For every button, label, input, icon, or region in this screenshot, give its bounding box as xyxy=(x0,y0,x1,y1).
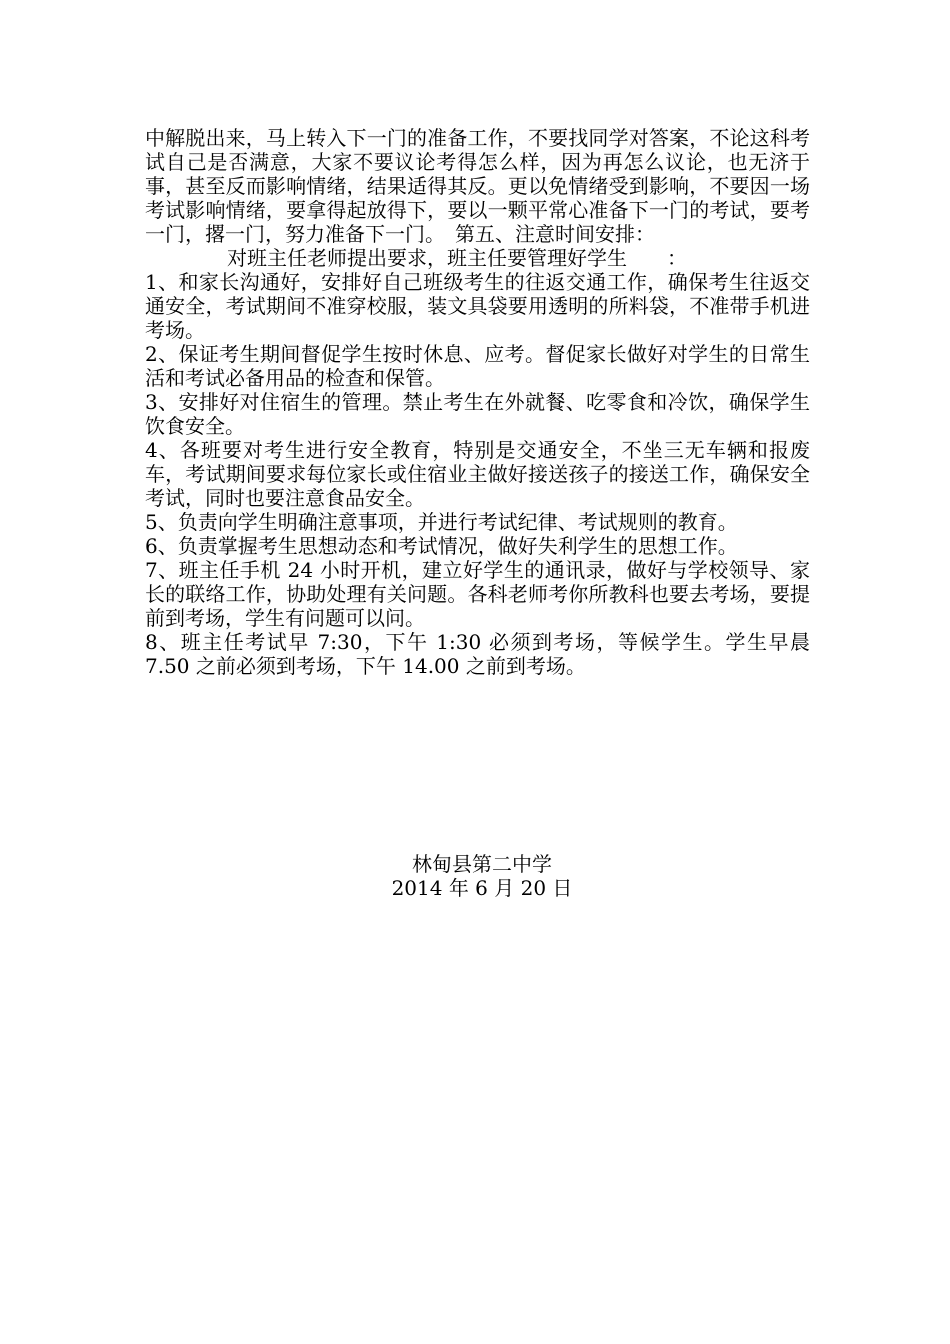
list-item-6: 6、负责掌握考生思想动态和考试情况，做好失利学生的思想工作。 xyxy=(145,534,738,558)
school-name: 林甸县第二中学 xyxy=(412,852,552,876)
list-item-2: 2、保证考生期间督促学生按时休息、应考。督促家长做好对学生的日常生活和考试必备用品的检查和保管。 xyxy=(145,342,810,390)
list-item-3: 3、安排好对住宿生的管理。禁止考生在外就餐、吃零食和冷饮，确保学生饮食安全。 xyxy=(145,390,810,438)
list-item-7: 7、班主任手机 24 小时开机，建立好学生的通讯录，做好与学校领导、家长的联络工作，协助处理有关问题。各科老师考你所教科也要去考场，要提前到考场，学生有问题可以问。 xyxy=(145,558,810,630)
list-item-1: 1、和家长沟通好，安排好自己班级考生的往返交通工作，确保考生往返交通安全，考试期间不准穿校服，装文具袋要用透明的所料袋，不准带手机进考场。 xyxy=(145,270,810,342)
document-date: 2014 年 6 月 20 日 xyxy=(391,876,573,900)
list-item-8: 8、班主任考试早 7:30，下午 1:30 必须到考场，等候学生。学生早晨 7.50 之前必须到考场，下午 14.00 之前到考场。 xyxy=(145,630,810,678)
list-item-4: 4、各班要对考生进行安全教育，特别是交通安全，不坐三无车辆和报废车，考试期间要求每位家长或住宿业主做好接送孩子的接送工作，确保安全考试，同时也要注意食品安全。 xyxy=(145,438,810,510)
intro-paragraph: 中解脱出来，马上转入下一门的准备工作，不要找同学对答案，不论这科考试自己是否满意，大家不要议论考得怎么样，因为再怎么议论，也无济于事，甚至反而影响情绪，结果适得其反。更以免情绪受到影响，不要因一场考试影响情绪，要拿得起放得下，要以一颗平常心准备下一门的考试，要考一门，撂一门，努力准备下一门。 第五、注意时间安排： xyxy=(145,126,810,246)
document-body xyxy=(145,126,810,678)
subheading-paragraph: 对班主任老师提出要求，班主任要管理好学生 ： xyxy=(227,246,687,270)
signature-block xyxy=(0,852,950,900)
list-item-5: 5、负责向学生明确注意事项，并进行考试纪律、考试规则的教育。 xyxy=(145,510,738,534)
